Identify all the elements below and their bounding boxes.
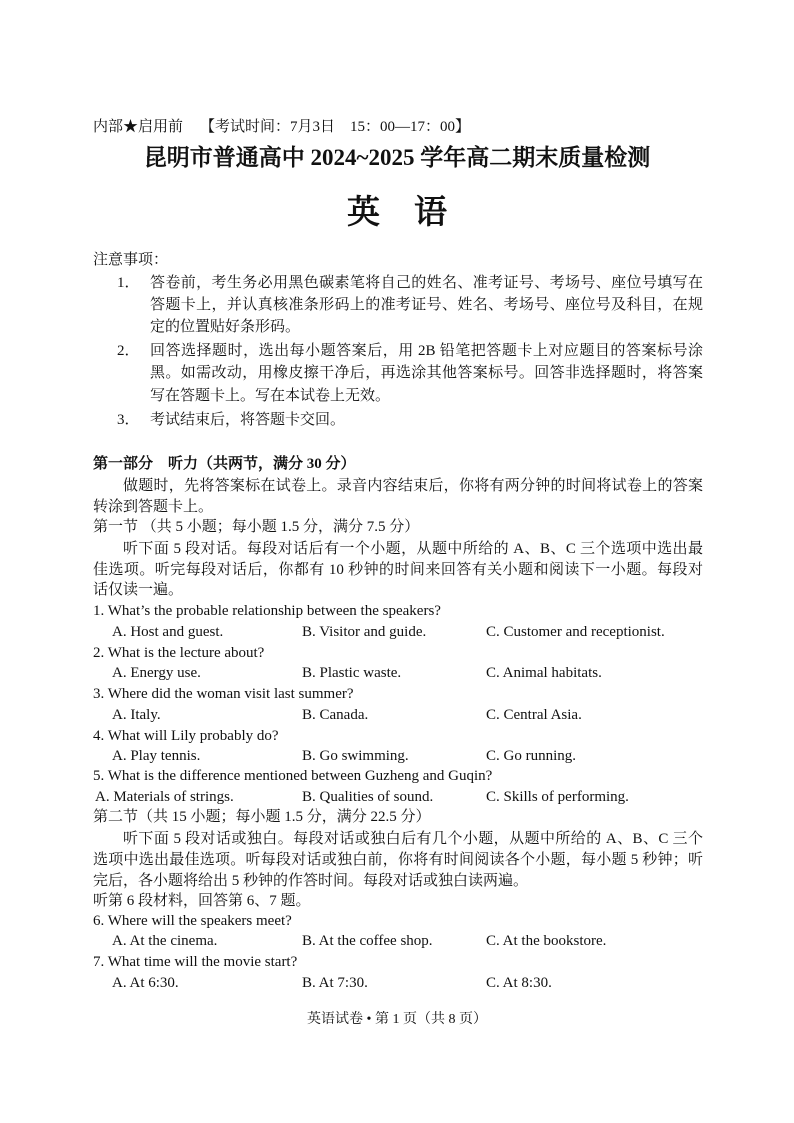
exam-time: 【考试时间：7月3日 15：00—17：00】 xyxy=(200,119,471,135)
question-1: 1. What’s the probable relationship between the speakers? xyxy=(93,603,441,619)
exam-title: 昆明市普通高中 2024~2025 学年高二期末质量检测 xyxy=(143,145,651,170)
option-b: B. Go swimming. xyxy=(302,748,409,764)
option-c: C. Central Asia. xyxy=(486,707,582,723)
notice-item-line: 黑。如需改动，用橡皮擦干净后，再选涂其他答案标号。回答非选择题时，将答案 xyxy=(150,365,703,381)
option-a: A. At 6:30. xyxy=(112,975,179,991)
material-instruction: 听第 6 段材料，回答第 6、7 题。 xyxy=(93,893,311,909)
section2-heading: 第二节（共 15 小题；每小题 1.5 分，满分 22.5 分） xyxy=(93,809,431,825)
notice-item-line: 回答选择题时，选出每小题答案后，用 2B 铅笔把答题卡上对应题目的答案标号涂 xyxy=(150,343,703,359)
notice-item-number: 1． xyxy=(117,275,140,291)
confidential-label: 内部★启用前 xyxy=(93,119,184,135)
section2-intro-line: 选项中选出最佳选项。听每段对话或独白前，你将有时间阅读各个小题，每小题 5 秒钟；听 xyxy=(93,852,703,868)
notice-item-line: 定的位置贴好条形码。 xyxy=(150,319,301,335)
option-c: C. Skills of performing. xyxy=(486,789,629,805)
option-b: B. Qualities of sound. xyxy=(302,789,434,805)
option-a: A. At the cinema. xyxy=(112,933,218,949)
option-c: C. Go running. xyxy=(486,748,576,764)
notice-item-number: 3． xyxy=(117,412,140,428)
part1-heading: 第一部分 听力（共两节，满分 30 分） xyxy=(93,456,356,472)
option-a: A. Host and guest. xyxy=(112,624,224,640)
section2-intro-line: 听下面 5 段对话或独白。每段对话或独白后有几个小题，从题中所给的 A、B、C 三个 xyxy=(123,831,703,847)
notice-item-number: 2． xyxy=(117,343,140,359)
section1-intro-line: 听下面 5 段对话。每段对话后有一个小题，从题中所给的 A、B、C 三个选项中选出最 xyxy=(123,541,703,557)
option-a: A. Play tennis. xyxy=(112,748,201,764)
question-2: 2. What is the lecture about? xyxy=(93,645,265,661)
option-a: A. Energy use. xyxy=(112,665,201,681)
question-4: 4. What will Lily probably do? xyxy=(93,728,279,744)
option-b: B. At 7:30. xyxy=(302,975,368,991)
option-a: A. Italy. xyxy=(112,707,161,723)
question-7: 7. What time will the movie start? xyxy=(93,954,298,970)
part1-intro-line: 做题时，先将答案标在试卷上。录音内容结束后，你将有两分钟的时间将试卷上的答案 xyxy=(123,478,703,494)
notice-item-line: 答卷前，考生务必用黑色碳素笔将自己的姓名、准考证号、考场号、座位号填写在 xyxy=(150,275,703,291)
notice-item-line: 写在答题卡上。写在本试卷上无效。 xyxy=(150,388,391,404)
option-c: C. At the bookstore. xyxy=(486,933,607,949)
option-c: C. At 8:30. xyxy=(486,975,552,991)
option-c: C. Animal habitats. xyxy=(486,665,602,681)
option-c: C. Customer and receptionist. xyxy=(486,624,665,640)
option-b: B. At the coffee shop. xyxy=(302,933,433,949)
part1-intro-line: 转涂到答题卡上。 xyxy=(93,499,214,515)
section2-intro-line: 完后，各小题将给出 5 秒钟的作答时间。每段对话或独白读两遍。 xyxy=(93,873,529,889)
subject-title: 英语 xyxy=(347,195,481,231)
page-footer: 英语试卷 • 第 1 页（共 8 页） xyxy=(307,1012,487,1027)
option-b: B. Visitor and guide. xyxy=(302,624,427,640)
question-6: 6. Where will the speakers meet? xyxy=(93,913,292,929)
option-b: B. Canada. xyxy=(302,707,369,723)
notice-item-line: 考试结束后，将答题卡交回。 xyxy=(150,412,346,428)
option-a: A. Materials of strings. xyxy=(95,789,234,805)
notice-item-line: 答题卡上，并认真核准条形码上的准考证号、姓名、考场号、座位号及科目，在规 xyxy=(150,297,703,313)
option-b: B. Plastic waste. xyxy=(302,665,402,681)
notice-heading: 注意事项： xyxy=(93,252,169,268)
question-5: 5. What is the difference mentioned between Guzheng and Guqin? xyxy=(93,768,493,784)
section1-intro-line: 佳选项。听完每段对话后，你都有 10 秒钟的时间来回答有关小题和阅读下一小题。每段对 xyxy=(93,562,703,578)
section1-heading: 第一节 （共 5 小题；每小题 1.5 分，满分 7.5 分） xyxy=(93,519,420,535)
section1-intro-line: 话仅读一遍。 xyxy=(93,582,184,598)
question-3: 3. Where did the woman visit last summer? xyxy=(93,686,354,702)
